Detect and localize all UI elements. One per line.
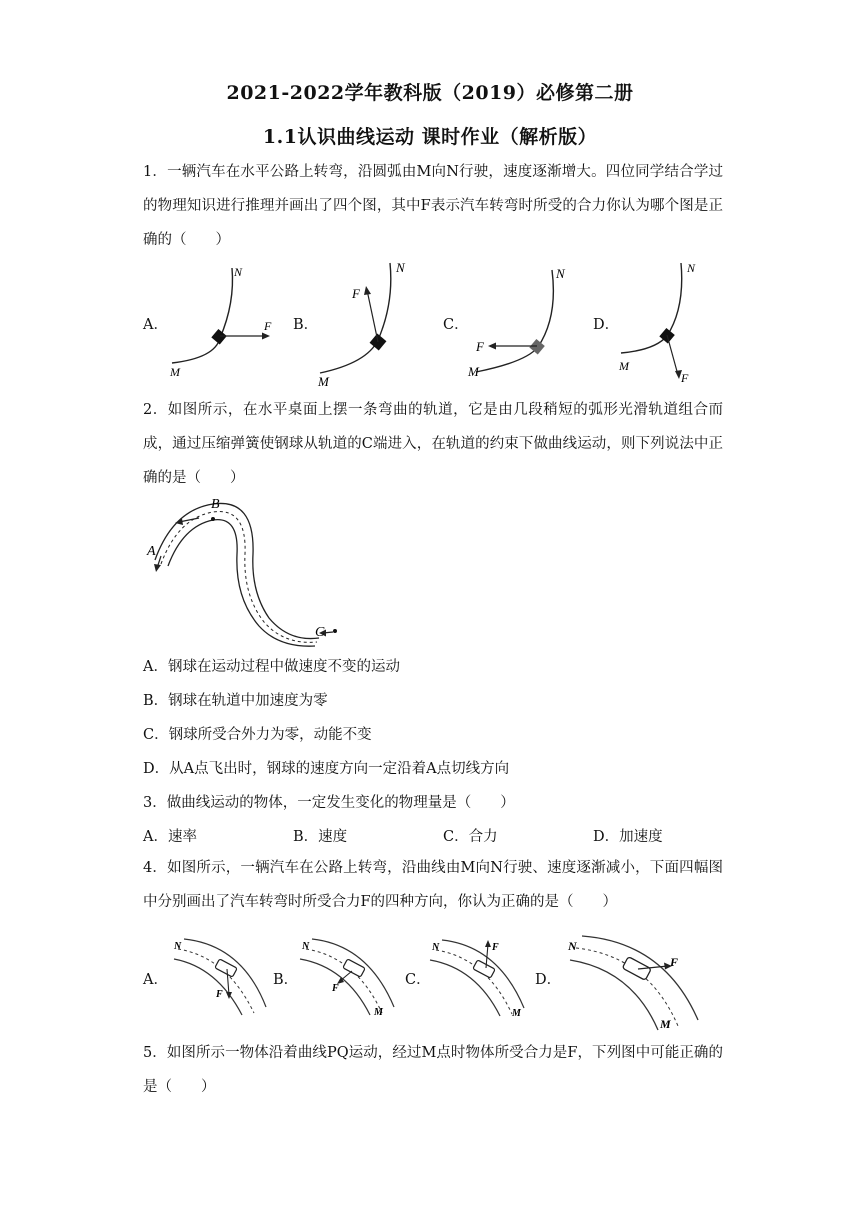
q1c-n-label: N	[556, 266, 565, 281]
q4b-n-label: N	[302, 941, 310, 952]
q1a-f-label: F	[264, 319, 272, 333]
q1a-n-label: N	[234, 265, 243, 279]
q4-figure-a	[172, 935, 272, 1015]
q2-option-b: B．钢球在轨道中加速度为零	[143, 693, 328, 709]
question-1-text: 1．一辆汽车在水平公路上转弯，沿圆弧由M向N行驶，速度逐渐增大。四位同学结合学过的物理知识进行推理并画出了四个图，其中F表示汽车转弯时所受的合力你认为哪个图是正确的（ ）	[143, 164, 723, 248]
q1-figure-a	[160, 258, 280, 378]
question-2-text: 2．如图所示，在水平桌面上摆一条弯曲的轨道，它是由几段稍短的弧形光滑轨道组合而成，通过压缩弹簧使钢球从轨道的C端进入，在轨道的约束下做曲线运动，则下列说法中正确的是（ ）	[143, 402, 723, 486]
q4b-f-label: F	[332, 983, 339, 994]
q4d-m-label: M	[660, 1017, 671, 1031]
question-3-text: 3．做曲线运动的物体，一定发生变化的物理量是（ ）	[143, 795, 515, 811]
document-subtitle: 1.1认识曲线运动 课时作业（解析版）	[262, 126, 598, 148]
q2-track-figure	[143, 492, 343, 652]
q1d-n-label: N	[687, 261, 696, 275]
q1c-m-label: M	[468, 364, 479, 379]
q2-point-a-label: A	[147, 544, 156, 559]
q4c-f-label: F	[492, 942, 499, 953]
q4-option-a-label: A．	[143, 972, 168, 988]
q4-option-d-label: D．	[535, 972, 562, 988]
q3-option-b: B．速度	[293, 829, 348, 845]
q3-option-c: C．合力	[443, 829, 498, 845]
q1d-f-label: F	[681, 371, 689, 385]
q4d-n-label: N	[568, 939, 577, 953]
question-5-text: 5．如图所示一物体沿着曲线PQ运动，经过M点时物体所受合力是F，下列图中可能正确的是（ ）	[143, 1045, 723, 1095]
q2-option-c: C．钢球所受合外力为零，动能不变	[143, 727, 372, 743]
q1-option-b-label: B．	[293, 317, 319, 333]
q1-option-d-label: D．	[593, 317, 620, 333]
q1-option-c-label: C．	[443, 317, 469, 333]
q1b-f-label: F	[352, 286, 360, 301]
q4-figure-d	[564, 932, 704, 1032]
q4c-m-label: M	[512, 1008, 521, 1019]
q1-figure-b	[312, 258, 432, 388]
q4a-f-label: F	[216, 989, 223, 1000]
q4-figure-c	[428, 932, 528, 1019]
q1c-f-label: F	[476, 339, 484, 354]
q2-point-b-label: B	[211, 497, 220, 512]
q4b-m-label: M	[374, 1007, 383, 1018]
q4-option-b-label: B．	[273, 972, 299, 988]
q4-figure-b	[298, 935, 398, 1018]
q4d-f-label: F	[670, 955, 679, 969]
q1a-m-label: M	[170, 365, 180, 379]
q4c-n-label: N	[432, 942, 440, 953]
q1b-n-label: N	[396, 260, 405, 275]
q1b-m-label: M	[318, 374, 329, 389]
q1-figure-d	[615, 258, 735, 388]
q1-option-a-label: A．	[143, 317, 168, 333]
q2-point-c-label: C	[315, 625, 325, 640]
q1d-m-label: M	[619, 359, 629, 373]
q4a-n-label: N	[174, 941, 182, 952]
question-4-text: 4．如图所示，一辆汽车在公路上转弯，沿曲线由M向N行驶、速度逐渐减小，下面四幅图中分别画出了汽车转弯时所受合力F的四种方向，你认为正确的是（ ）	[143, 860, 723, 910]
q3-option-a: A．速率	[143, 829, 197, 845]
q2-option-a: A．钢球在运动过程中做速度不变的运动	[143, 659, 400, 675]
q4-option-c-label: C．	[405, 972, 431, 988]
document-title: 2021-2022学年教科版（2019）必修第二册	[226, 82, 634, 104]
q2-option-d: D．从A点飞出时，钢球的速度方向一定沿着A点切线方向	[143, 761, 510, 777]
q3-option-d: D．加速度	[593, 829, 663, 845]
q1-figure-c	[466, 262, 586, 382]
